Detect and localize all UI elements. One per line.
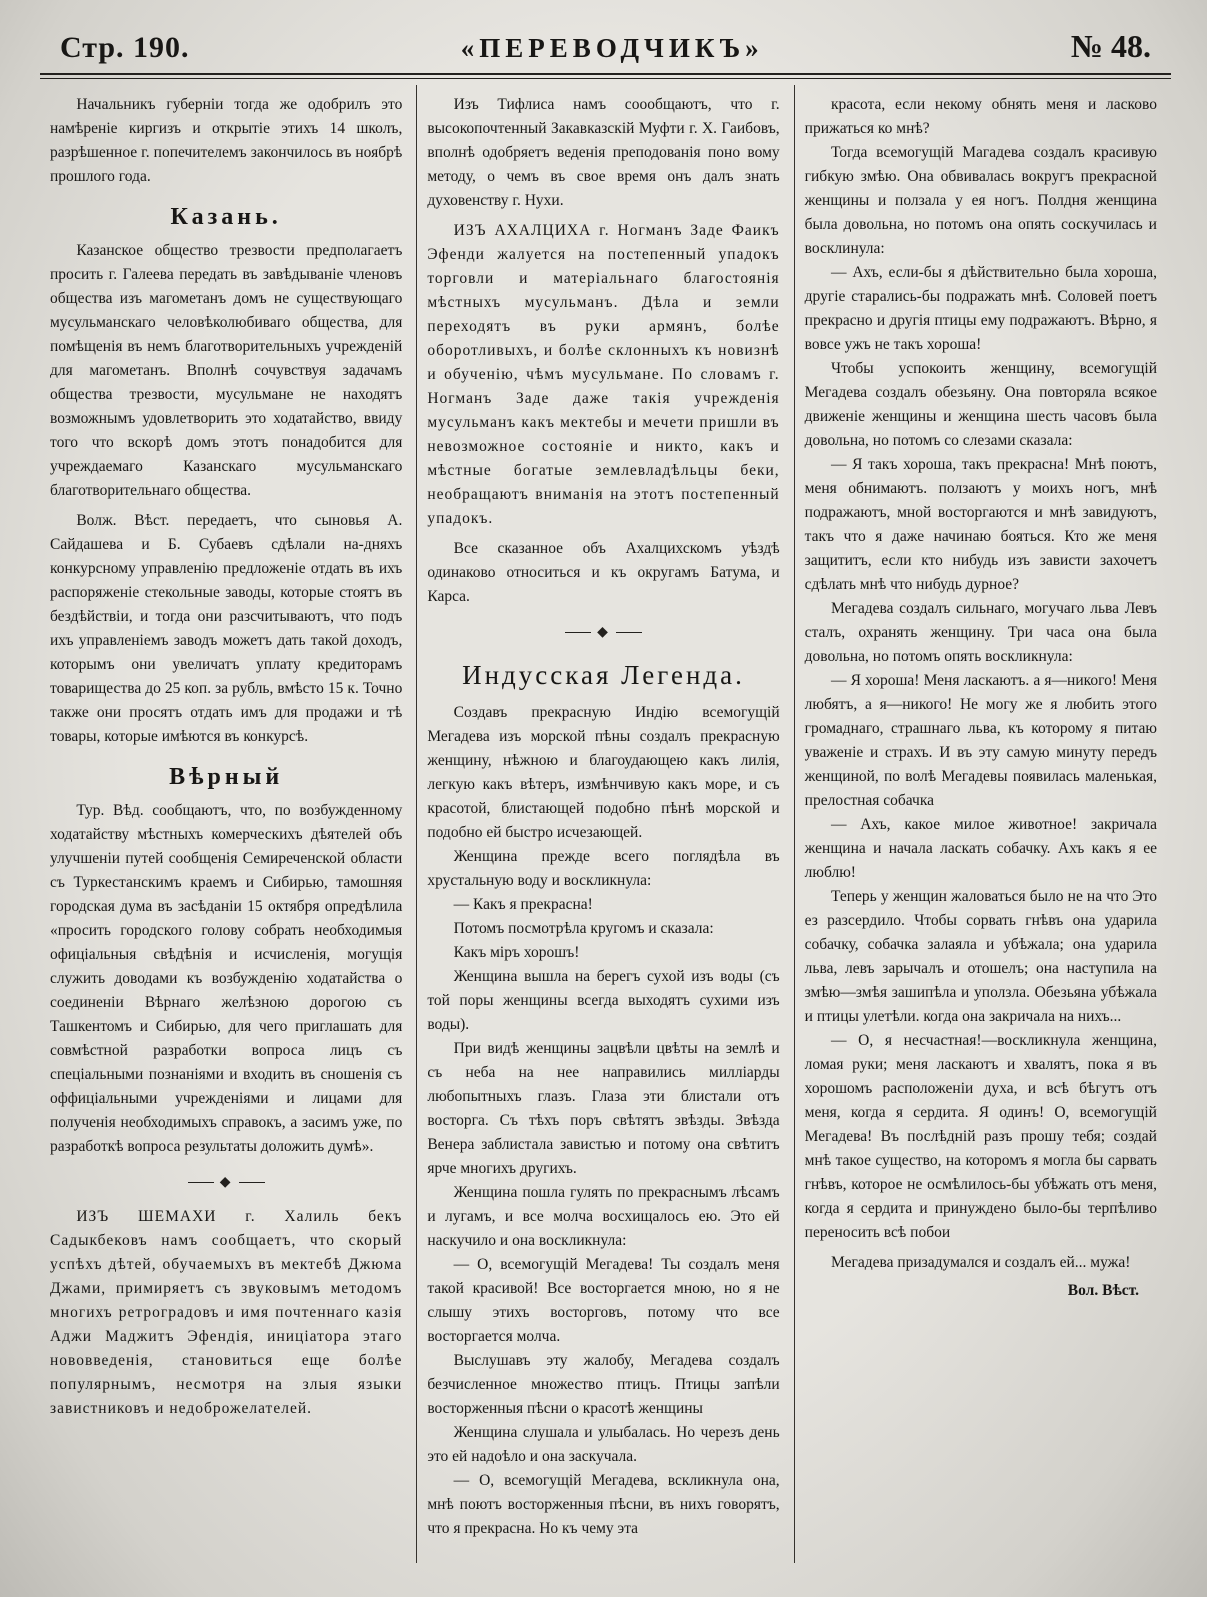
section-title-verny: Вѣрный (169, 764, 284, 790)
article-paragraph: Женщина прежде всего поглядѣла въ хрустальную воду и воскликнула: (427, 848, 780, 889)
dialogue-line: — О, всемогущій Мегадева! Ты создалъ меня такой красивой! Все восторгается мною, но я не слышу этихъ восторговъ, потому что все восторгается молча. (427, 1256, 780, 1345)
dialogue-line: — Ахъ, если-бы я дѣйствительно была хороша, другіе старались-бы подражать мнѣ. Соловей поетъ прекрасно и другія птицы ему подражаютъ. Вѣрно, я вовсе ужъ не такъ хороша! (804, 264, 1157, 353)
article-title-legend: Индусская Легенда. (462, 660, 745, 690)
article-paragraph: Изъ Тифлиса намъ соообщаютъ, что г. высокопочтенный Закавказскій Муфти г. Х. Гаибовъ, вполнѣ одобряетъ веденія преподованія поно вому методу, о чемъ въ свое время онъ далъ знать духовенству г. Нухи. (427, 96, 780, 209)
article-paragraph: Мегадева призадумался и создалъ ей... мужа! (831, 1254, 1131, 1271)
header-rule (40, 73, 1171, 79)
dialogue-line: — Я такъ хороша, такъ прекрасна! Мнѣ поютъ, меня обнимаютъ. ползаютъ у моихъ ногъ, мнѣ подражаютъ, мной восторгаются и мнѣ завидуютъ, такъ что я даже начинаю бояться. Кто же меня защититъ, если кто нибудь изъ зависти захочетъ сдѣлать мнѣ что нибудь дурное? (804, 456, 1157, 593)
dialogue-line: — Я хороша! Меня ласкаютъ. а я—никого! Меня любятъ, а я—никого! Не могу же я любить этого громаднаго, страшнаго льва, къ которому я питаю уваженіе и страхъ. И въ эту самую минуту передъ женщиной, по волѣ Мегадевы появилась маленькая, прелостная собачка (804, 672, 1157, 809)
page-header (40, 18, 1171, 71)
article-paragraph: Женщина слушала и улыбалась. Но черезъ день это ей надоѣло и она заскучала. (427, 1424, 780, 1465)
issue-number-label: № 48. (1070, 28, 1151, 64)
article-paragraph: Женщина пошла гулять по прекраснымъ лѣсамъ и лугамъ, и все молча восхищалось ею. Это ей наскучило и она воскликнула: (427, 1184, 780, 1249)
dialogue-line: — Ахъ, какое милое животное! закричала женщина и начала ласкать собачку. Ахъ какъ я ее люблю! (804, 816, 1157, 881)
article-paragraph: Мегадева создалъ сильнаго, могучаго льва Левъ сталъ, охранять женщину. Три часа она была довольна, но потомъ опять воскликнула: (804, 600, 1157, 665)
dialogue-line: — О, я несчастная!—воскликнула женщина, ломая руки; меня ласкаютъ и хвалятъ, пока я въ хорошомъ расположеніи духа, и всѣ бѣгутъ отъ меня, когда я сердита. Я одинъ! О, всемогущій Мегадева! Въ послѣдній разъ прошу тебя; создай мнѣ такое существо, на которомъ я могла бы сарвать гнѣвъ, которое не осмѣлилось-бы убѣжать отъ меня, когда я сердита и принуждено было-бы терпѣливо переносить всѣ побои (804, 1032, 1157, 1241)
article-paragraph: Казанское общество трезвости предполагаетъ просить г. Галеева передать въ завѣдываніе членовъ общества изъ магометанъ домъ не существующаго мусульманскаго человѣколюбиваго общества, для помѣщенія въ немъ благотворительныхъ учрежденій для магометанъ. Вполнѣ сочувствуя задачамъ общества трезвости, мусульмане не находятъ возможнымъ удовлетворить это ходатайство, ввиду того что вскорѣ домъ этотъ понадобится для учреждаемаго Казанскаго мусульманскаго благотворительнаго общества. (50, 242, 403, 499)
article-paragraph: Все сказанное объ Ахалцихскомъ уѣздѣ одинаково относиться и къ округамъ Батума, и Карса. (427, 540, 780, 605)
section-title-kazan: Казань. (170, 204, 282, 230)
article-paragraph: При видѣ женщины зацвѣли цвѣты на землѣ и съ неба на нее направились милліарды любопытныхъ глазъ. Глаза эти блистали отъ восторга. Съ тѣхъ поръ свѣтятъ звѣзды. Звѣзда Венера заблистала завистью и потому она свѣтитъ ярче многихъ другихъ. (427, 1040, 780, 1177)
masthead-title: «ПЕРЕВОДЧИКЪ» (460, 33, 764, 63)
article-columns (40, 83, 1171, 1563)
dialogue-line: — О, всемогущій Мегадева, вскликнула она, мнѣ поютъ восторженныя пѣсни, въ нихъ говорятъ, что я прекрасна. Но къ чему эта (427, 1472, 780, 1537)
column-1 (40, 83, 416, 1563)
article-paragraph: Теперь у женщин жаловаться было не на что Это ез разсердило. Чтобы сорвать гнѣвъ она ударила собачку, собачка залаяла и убѣжала; она ударила льва, левъ зарычалъ и отошелъ; она наступила на змѣю—змѣя зашипѣла и уползла. Обезьяна убѣжала и птицы улетѣли. когда она закричала на нихъ... (804, 888, 1157, 1025)
article-paragraph: Выслушавъ эту жалобу, Мегадева создалъ безчисленное множество птицъ. Птицы запѣли восторженныя пѣсни о красотѣ женщины (427, 1352, 780, 1417)
article-paragraph: ИЗЪ АХАЛЦИХА г. Ногманъ Заде Фаикъ Эфенди жалуется на постепенный упадокъ торговли и матеріальнаго благостоянія мѣстныхъ мусульманъ. Дѣла и земли переходятъ въ руки армянъ, болѣе оборотливыхъ, и болѣе склонныхъ къ новизнѣ и обученію, чѣмъ мусульмане. По словамъ г. Ногманъ Заде даже такія учрежденія мусульманъ какъ мектебы и мечети пришли въ невозможное состояніе и никто, какъ и мѣстные богатые землевладѣльцы беки, необращаютъ вниманія на этотъ постепенный упадокъ. (427, 222, 780, 527)
article-paragraph: Тогда всемогущій Магадева создалъ красивую гибкую змѣю. Она обвивалась вокругъ прекрасной женщины и ползала у ея ногъ. Полдня женщина была довольна, но потомъ она опять соскучилась и восклинула: (804, 144, 1157, 257)
article-paragraph: Волж. Вѣст. передаетъ, что сыновья А. Сайдашева и Б. Субаевъ сдѣлали на-дняхъ конкурсному управленію предложеніе отдать въ ихъ распоряженіе стекольные заводы, которые стоятъ въ бездѣйствіи, и тогда они разсчитываютъ, что подъ ихъ управленіемъ заводъ можетъ дать такой доходъ, которымъ они увеличатъ уплату кредиторамъ товарищества до 25 коп. за рубль, вмѣсто 15 к. Точно также они просятъ отдать имъ для продажи и тѣ товары, которые имѣются въ конкурсѣ. (50, 512, 403, 745)
diamond-ornament-icon: ◆ (50, 1171, 402, 1195)
article-paragraph: красота, если некому обнять меня и ласково прижаться ко мнѣ? (804, 96, 1157, 137)
column-3 (795, 83, 1171, 1563)
article-paragraph: ИЗЪ ШЕМАХИ г. Халиль бекъ Садыкбековъ намъ сообщаетъ, что скорый успѣхъ дѣтей, обучаемыхъ въ мектебѣ Джюма Джами, примиряетъ съ звуковымъ методомъ многихъ ретроградовъ и имя почтеннаго казія Аджи Маджитъ Эфендія, иниціатора этаго нововведенія, становиться еще болѣе популярнымъ, несмотря на злыя языки завистниковъ и недоброжелателей. (50, 1208, 403, 1417)
article-paragraph: Начальникъ губерніи тогда же одобрилъ это намѣреніе киргизъ и открытіе этихъ 14 школъ, разрѣшенное г. попечителемъ закончилось въ ноябрѣ прошлого года. (50, 96, 403, 185)
article-paragraph: Чтобы успокоить женщину, всемогущій Мегадева создалъ обезьяну. Она повторяла всякое движеніе женщины и женщина шесть часовъ была довольна, но потомъ со слезами сказала: (804, 360, 1157, 449)
diamond-ornament-icon: ◆ (427, 621, 779, 645)
article-paragraph: Женщина вышла на берегъ сухой изъ воды (съ той поры женщины всегда выходятъ сухими изъ воды). (427, 968, 780, 1033)
article-paragraph: Какъ міръ хорошъ! (453, 944, 580, 961)
page-number-label: Стр. 190. (60, 31, 190, 64)
column-2 (417, 83, 793, 1563)
article-paragraph: Потомъ посмотрѣла кругомъ и сказала: (453, 920, 714, 937)
article-paragraph: Тур. Вѣд. сообщаютъ, что, по возбужденному ходатайству мѣстныхъ комерческихъ дѣятелей объ улучшеніи путей сообщенія Семиреченской области съ Туркестанскимъ краемъ и Сибирью, тамошняя городская дума въ засѣданіи 15 октября опредѣлила «просить городского голову собрать необходимыя офиціальныя свѣдѣнія и исчисленія, могущія служить доводами къ возбужденію ходатайства о соединеніи Вѣрнаго желѣзною дорогою съ Ташкентомъ и Сибирью, для чего приглашать для совмѣстной разработки вопроса лицъ съ спеціальными познаніями и входить въ сношенія съ оффиціальными учрежденіями и лицами для полученія необходимыхъ справокъ, а засимъ уже, по разработкѣ вопроса результаты доложить думѣ». (50, 802, 403, 1155)
article-paragraph: Создавъ прекрасную Индію всемогущій Мегадева изъ морской пѣны создалъ прекрасную женщину, нѣжною и благоудающею какъ лилія, легкую какъ вѣтеръ, измѣнчивую какъ море, и съ красотой, блистающей подобно пѣнѣ морской и подобно ей быстро исчезающей. (427, 704, 780, 841)
article-signature: Вол. Вѣст. (1067, 1282, 1139, 1299)
dialogue-line: — Какъ я прекрасна! (453, 896, 593, 913)
